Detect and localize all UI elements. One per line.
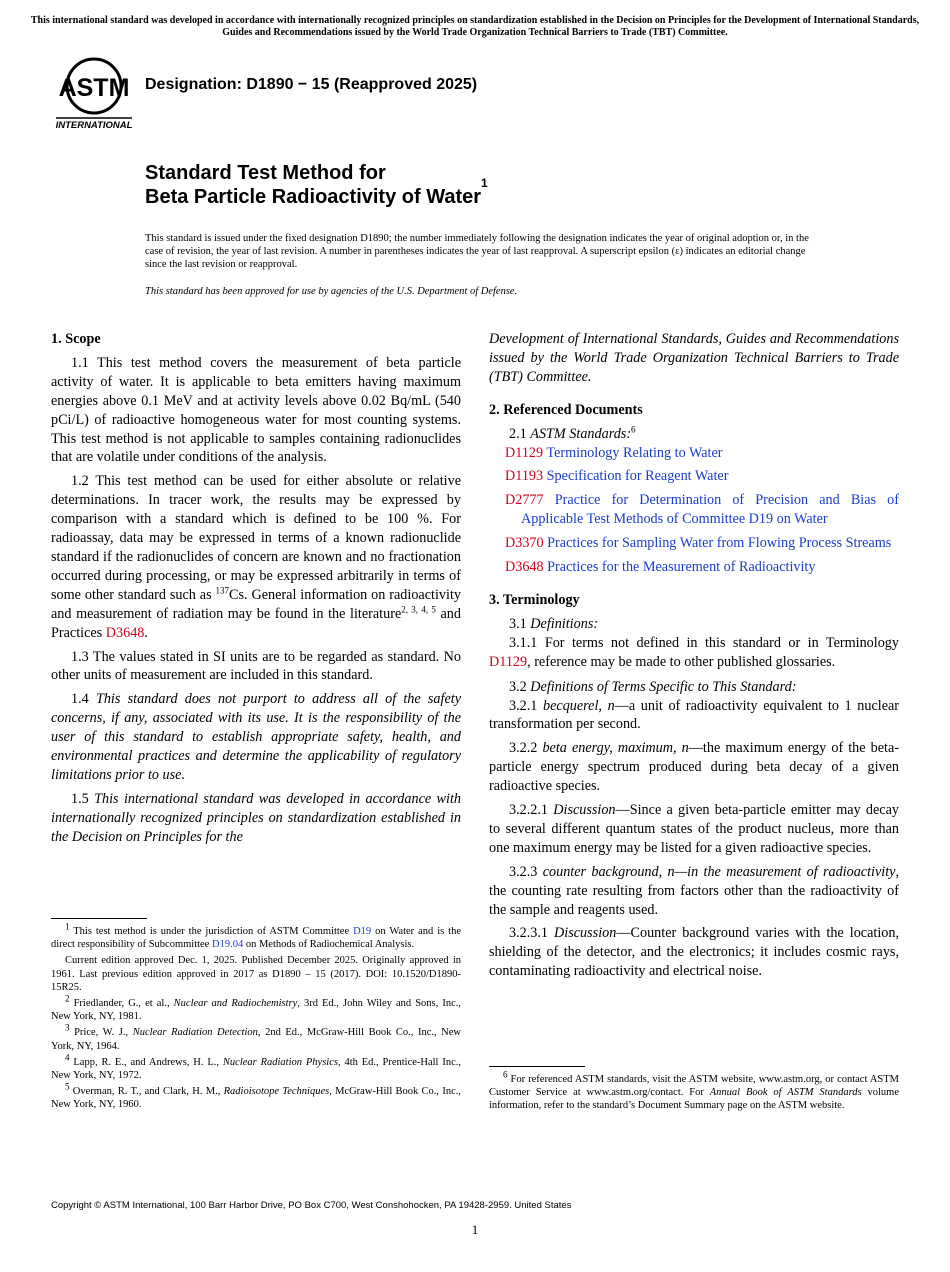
- logo-letters: ASTM: [58, 74, 130, 102]
- copyright-notice: Copyright © ASTM International, 100 Barr Harbor Drive, PO Box C700, West Conshohocken, PA 19428-2959. United States: [51, 1200, 572, 1211]
- section-2-heading: 2. Referenced Documents: [489, 401, 643, 418]
- footnote-1: $^1$ This test method is under the jurisdiction of ASTM Committee D19 on Water and is the direct responsibility of Subcommittee D19.04 on Methods of Radiochemical Analysis.: [51, 921, 462, 951]
- footnote-5: $^5$ Overman, R. T., and Clark, H. M., Radioisotope Techniques, McGraw-Hill Book Co., Inc., New York, NY, 1960.: [51, 1081, 461, 1111]
- para-3-2-1: 3.2.1 becquerel, n—a unit of radioactivity equivalent to 1 nuclear transformation per second.: [489, 697, 900, 733]
- astm-logo: [54, 56, 134, 132]
- document-title: [145, 161, 488, 209]
- footnote-2: $^2$ Friedlander, G., et al., Nuclear and Radiochemistry, 3rd Ed., John Wiley and Sons, Inc., New York, NY, 1981.: [51, 993, 461, 1023]
- ref-item[interactable]: D1193 Specification for Reagent Water: [505, 468, 729, 485]
- para-3-2-2-1: 3.2.2.1 Discussion—Since a given beta-particle emitter may decay to several different quantum states of the product nucleus, more than one maximum energy may be listed for a given radioactive species.: [489, 802, 899, 856]
- footnote-edition: Current edition approved Dec. 1, 2025. Published December 2025. Originally approved in 1961. Last previous edition approved in 2017 as D1890 – 15 (2017). DOI: 10.1520/D1890-15R25.: [51, 955, 461, 993]
- footnotes-left: [51, 918, 461, 1115]
- para-1-1: 1.1 This test method covers the measurement of beta particle activity of water. It is applicable to beta emitters having maximum energies above 0.1 MeV and at activity levels above 0.02 Bq/mL (540 pCi/L) of radioactive homogeneous water for most counting systems. This test method is not applicable to samples containing radionuclides that are volatile under conditions of the analysis.: [51, 354, 461, 466]
- literature-refs: 2, 3, 4, 5: [401, 603, 436, 614]
- ref-item[interactable]: D3648 Practices for the Measurement of Radioactivity: [505, 559, 816, 576]
- footnotes-right: [489, 1066, 899, 1116]
- right-column: [489, 330, 899, 986]
- designation: Designation: D1890 − 15 (Reapproved 2025): [145, 76, 478, 93]
- title-line-2: Beta Particle Radioactivity of Water: [145, 186, 482, 208]
- footnote-rule: [489, 1066, 585, 1067]
- para-3-1-1: 3.1.1 For terms not defined in this standard or in Terminology D1129, reference may be made to other published glossaries.: [489, 634, 899, 670]
- left-column: [51, 330, 461, 852]
- ref-item[interactable]: D1129 Terminology Relating to Water: [505, 444, 723, 461]
- astm-standards-label: 2.1 ASTM Standards:$^6$: [509, 423, 636, 442]
- specific-definitions-label: 3.2 Definitions of Terms Specific to This Standard:: [509, 678, 797, 695]
- page-number: 1: [471, 1222, 479, 1237]
- section-1-heading: 1. Scope: [51, 331, 101, 347]
- ref-item[interactable]: D2777 Practice for Determination of Precision and Bias of Applicable Test Methods of Committee D19 on Water: [505, 492, 900, 528]
- isotope-mass-number: 137: [215, 585, 230, 596]
- para-1-5-continued: Development of International Standards, Guides and Recommendations issued by the World Trade Organization Technical Barriers to Trade (TBT) Committee.: [489, 331, 899, 385]
- title-footnote-mark: 1: [481, 176, 488, 190]
- para-1-4: 1.4 This standard does not purport to address all of the safety concerns, if any, associated with its use. It is the responsibility of the user of this standard to establish appropriate safety, health, and environmental practices and determine the applicability of regulatory limitations prior to use.: [51, 691, 461, 783]
- para-1-2: 1.2 This test method can be used for either absolute or relative determinations. In tracer work, the results may be expressed by comparison with a standard which is defined to be 100 %. For radioassay, data may be expressed in terms of a known radionuclide standard if the radionuclides of concern are known and no fractionation occurred during processing, or may be expressed arbitrarily in terms of some other standard such as $^{137}$Cs. General information on radioactivity and measurement of radiation may be found in the literature$^{2, 3, 4, 5}$ and Practices D3648.: [51, 473, 461, 641]
- issued-note: This standard is issued under the fixed designation D1890; the number immediately following the designation indicates the year of original adoption or, in the case of revision, the year of last revision. A number in parentheses indicates the year of last reapproval. A superscript epsilon (ε) indicates an editorial change since the last revision or reapproval.: [145, 233, 809, 270]
- section-3-heading: 3. Terminology: [489, 591, 580, 608]
- para-3-2-3: 3.2.3 counter background, n—in the measurement of radioactivity, the counting rate resulting from factors other than the radioactivity of the sample and reagents used.: [489, 863, 899, 918]
- definitions-label: 3.1 Definitions:: [509, 615, 599, 632]
- title-line-1: Standard Test Method for: [145, 162, 386, 184]
- footnote-4: $^4$ Lapp, R. E., and Andrews, H. L., Nuclear Radiation Physics, 4th Ed., Prentice-Hall Inc., New York, NY, 1972.: [51, 1052, 461, 1082]
- para-3-2-2: 3.2.2 beta energy, maximum, n—the maximum energy of the beta-particle energy spectrum produced during beta decay of a given radioactive species.: [489, 740, 899, 795]
- link-d3648[interactable]: D3648: [105, 624, 145, 641]
- link-d19[interactable]: D19: [353, 926, 372, 937]
- ref-item[interactable]: D3370 Practices for Sampling Water from Flowing Process Streams: [505, 535, 892, 552]
- link-d19-04[interactable]: D19.04: [211, 939, 244, 951]
- para-1-3: 1.3 The values stated in SI units are to be regarded as standard. No other units of measurement are included in this standard.: [51, 648, 461, 684]
- link-d1129[interactable]: D1129: [489, 653, 528, 670]
- para-1-5: 1.5 This international standard was developed in accordance with internationally recognized principles on standardization established in the Decision on Principles for the: [51, 790, 461, 845]
- para-3-2-3-1: 3.2.3.1 Discussion—Counter background varies with the location, shielding of the detector, and the electronics; it includes cosmic rays, contaminating radioactivity and electrical noise.: [489, 925, 899, 980]
- wto-banner: This international standard was developed in accordance with internationally recognized principles on standardization established in the Decision on Principles for the Development of International Standards, Guides and Recommendations issued by the World Trade Organization Technical Barriers to Trade (TBT) Committee.: [30, 15, 920, 38]
- logo-org: INTERNATIONAL: [55, 120, 133, 131]
- footnote-3: $^3$ Price, W. J., Nuclear Radiation Detection, 2nd Ed., McGraw-Hill Book Co., Inc., New York, NY, 1964.: [51, 1022, 461, 1052]
- footnote-rule: [51, 918, 147, 919]
- dod-note: This standard has been approved for use by agencies of the U.S. Department of Defense.: [145, 286, 518, 297]
- footnote-6: $^6$ For referenced ASTM standards, visit the ASTM website, www.astm.org, or contact ASTM Customer Service at www.astm.org/contact. For Annual Book of ASTM Standards volume information, refer to the standard’s Document Summary page on the ASTM website.: [489, 1069, 900, 1112]
